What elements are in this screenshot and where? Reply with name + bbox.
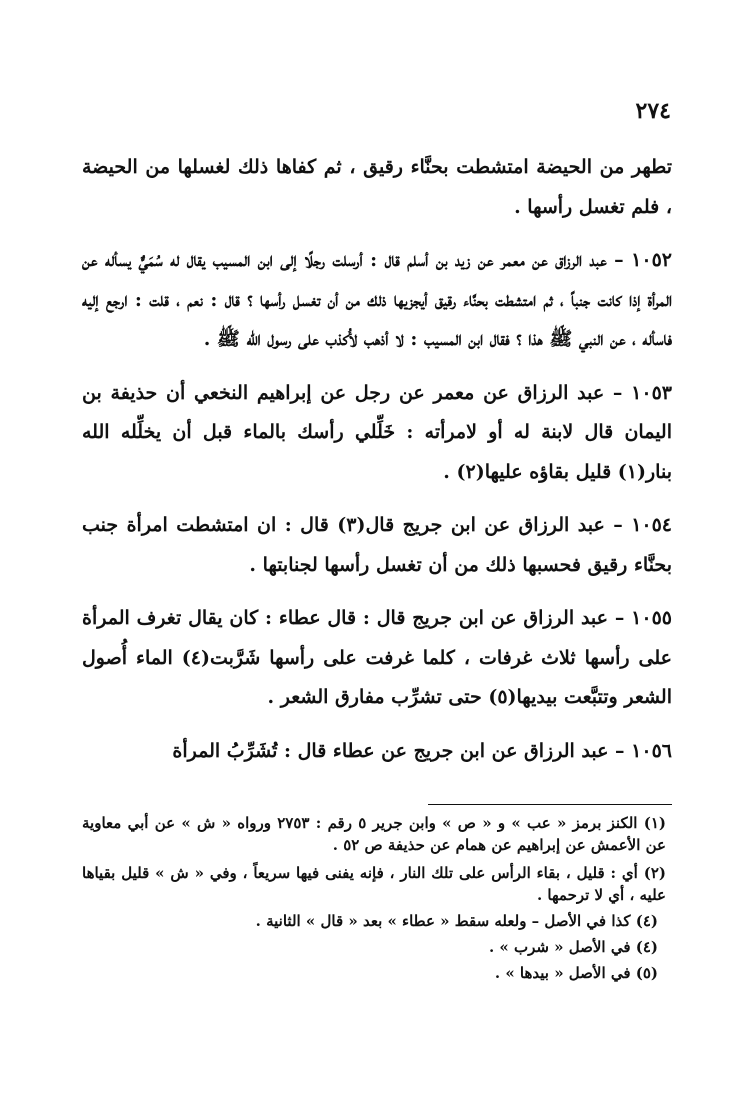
hadith-1055: ١٠٥٥ – عبد الرزاق عن ابن جريج قال : قال عطاء : كان يقال تغرف المرأة على رأسها ثلاث غرفات ، كلما غرفت على رأسها شَرَّبت(٤) الماء أُصول الشعر وتتبَّعت بيديها(٥) حتى تشرِّب مفارق الشعر . (82, 607, 672, 708)
footnotes (82, 812, 666, 988)
hadith-1054: ١٠٥٤ – عبد الرزاق عن ابن جريج قال(٣) قال : ان امتشطت امرأة جنب بحنَّاء رقيق فحسبها ذلك من أن تغسل رأسها لجنابتها . (82, 514, 673, 576)
footnote-5: (٥) في الأصل « بيدها » . (494, 964, 658, 982)
paragraph-continuation: تطهر من الحيضة امتشطت بحنَّاء رقيق ، ثم كفاها ذلك لغسلها من الحيضة ، فلم تغسل رأسها . (82, 156, 672, 218)
footnote-3: (٤) كذا في الأصل – ولعله سقط « عطاء » بعد « قال » الثانية . (255, 912, 658, 930)
footnote-4: (٤) في الأصل « شرب » . (488, 938, 658, 956)
hadith-1056: ١٠٥٦ – عبد الرزاق عن ابن جريج عن عطاء قال : تُشَرِّبُ المرأة (172, 739, 672, 762)
hadith-1053: ١٠٥٣ – عبد الرزاق عن معمر عن رجل عن إبراهيم النخعي أن حذيفة بن اليمان قال لابنة له أو لامرأته : خَلِّلي رأسك بالماء قبل أن يخلِّله الله بنار(١) قليل بقاؤه عليها(٢) . (82, 381, 672, 483)
footnote-2: (٢) أي : قليل ، بقاء الرأس على تلك النار ، فإنه يفنى فيها سريعاً ، وفي « ش » قليل بقياها عليه ، أي لا ترحمها . (82, 864, 666, 904)
page-number: ٢٧٤ (635, 98, 671, 124)
hadith-1052: ١٠٥٢ – عبد الرزاق عن معمر عن زيد بن أسلم قال : أرسلت رجلًا إلى ابن المسيب يقال له سُمَيٌّ يسأله عن المرأة إذا كانت جنباً ، ثم امتشطت بحنَّاء رقيق أيجزيها ذلك من أن تغسل رأسها ؟ قال : نعم ، قلت : ارجع إليه فاسأله ، عن النبي ﷺ هذا ؟ فقال ابن المسيب : لا أذهب لأُكذب على رسول الله ﷺ . (82, 249, 672, 350)
main-text (82, 148, 672, 771)
footnote-1: (١) الكنز برمز « عب » و « ص » وابن جرير ٥ رقم : ٢٧٥٣ ورواه « ش » عن أبي معاوية عن الأعمش عن إبراهيم عن همام عن حذيفة ص ٥٢ . (82, 814, 667, 854)
footnote-divider (428, 804, 672, 805)
